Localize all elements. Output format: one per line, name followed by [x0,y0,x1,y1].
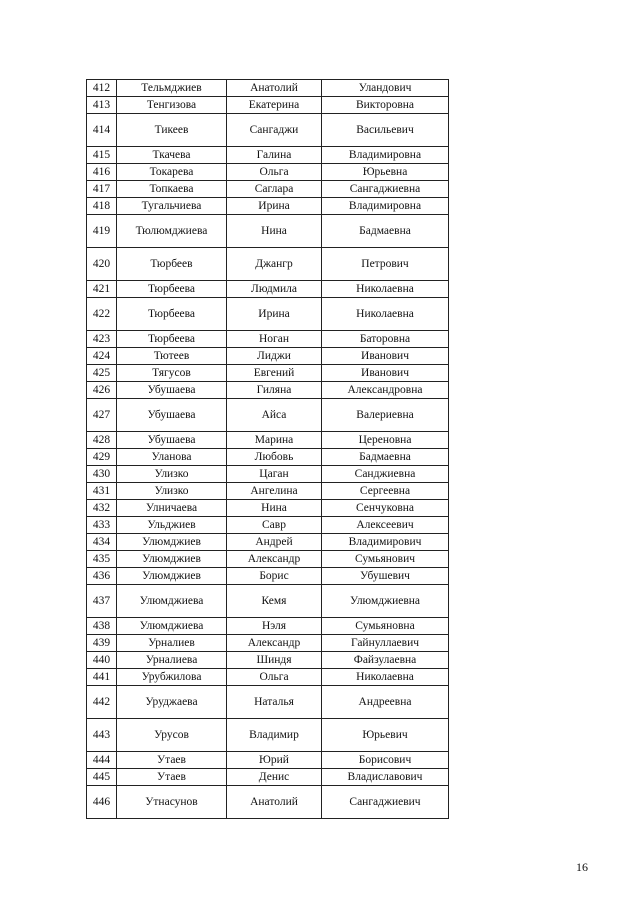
patronymic-cell: Владиславович [322,769,449,786]
row-number-cell: 436 [87,568,117,585]
patronymic-cell: Сумьяновна [322,618,449,635]
first-name-cell: Наталья [227,686,322,719]
row-number-cell: 442 [87,686,117,719]
patronymic-cell: Владимировна [322,198,449,215]
table-row [87,331,449,348]
row-number-cell: 444 [87,752,117,769]
patronymic-cell: Николаевна [322,298,449,331]
row-number-cell: 433 [87,517,117,534]
patronymic-cell: Юрьевна [322,164,449,181]
first-name-cell: Нина [227,215,322,248]
patronymic-cell: Сергеевна [322,483,449,500]
patronymic-cell: Николаевна [322,669,449,686]
table-row [87,399,449,432]
first-name-cell: Нина [227,500,322,517]
first-name-cell: Людмила [227,281,322,298]
table-row [87,568,449,585]
roster-table [86,79,449,819]
row-number-cell: 415 [87,147,117,164]
patronymic-cell: Иванович [322,365,449,382]
last-name-cell: Улизко [117,483,227,500]
last-name-cell: Урналиев [117,635,227,652]
table-row [87,215,449,248]
table-row [87,483,449,500]
patronymic-cell: Сангаджиевич [322,786,449,819]
row-number-cell: 432 [87,500,117,517]
first-name-cell: Савр [227,517,322,534]
last-name-cell: Тютеев [117,348,227,365]
last-name-cell: Утаев [117,769,227,786]
patronymic-cell: Васильевич [322,114,449,147]
row-number-cell: 427 [87,399,117,432]
last-name-cell: Токарева [117,164,227,181]
table-row [87,752,449,769]
patronymic-cell: Файзулаевна [322,652,449,669]
patronymic-cell: Убушевич [322,568,449,585]
last-name-cell: Убушаева [117,432,227,449]
row-number-cell: 421 [87,281,117,298]
last-name-cell: Тугальчиева [117,198,227,215]
first-name-cell: Ольга [227,164,322,181]
patronymic-cell: Цереновна [322,432,449,449]
row-number-cell: 441 [87,669,117,686]
table-row [87,147,449,164]
row-number-cell: 428 [87,432,117,449]
row-number-cell: 422 [87,298,117,331]
table-row [87,432,449,449]
last-name-cell: Урусов [117,719,227,752]
last-name-cell: Тюрбеева [117,281,227,298]
last-name-cell: Тюрбеев [117,248,227,281]
table-row [87,719,449,752]
patronymic-cell: Уландович [322,80,449,97]
last-name-cell: Улничаева [117,500,227,517]
table-row [87,198,449,215]
first-name-cell: Лиджи [227,348,322,365]
last-name-cell: Утаев [117,752,227,769]
first-name-cell: Юрий [227,752,322,769]
first-name-cell: Сангаджи [227,114,322,147]
first-name-cell: Анатолий [227,80,322,97]
row-number-cell: 430 [87,466,117,483]
table-row [87,298,449,331]
row-number-cell: 434 [87,534,117,551]
last-name-cell: Тюрбеева [117,331,227,348]
row-number-cell: 412 [87,80,117,97]
row-number-cell: 438 [87,618,117,635]
table-row [87,348,449,365]
table-row [87,517,449,534]
patronymic-cell: Алексеевич [322,517,449,534]
last-name-cell: Тельмджиев [117,80,227,97]
table-row [87,181,449,198]
row-number-cell: 443 [87,719,117,752]
first-name-cell: Евгений [227,365,322,382]
last-name-cell: Урналиева [117,652,227,669]
last-name-cell: Улюмджиев [117,568,227,585]
page-number: 16 [576,860,588,874]
first-name-cell: Александр [227,635,322,652]
last-name-cell: Уруджаева [117,686,227,719]
row-number-cell: 424 [87,348,117,365]
roster-table-body [87,80,449,819]
table-row [87,669,449,686]
last-name-cell: Улюмджиева [117,618,227,635]
patronymic-cell: Санджиевна [322,466,449,483]
first-name-cell: Кемя [227,585,322,618]
patronymic-cell: Николаевна [322,281,449,298]
patronymic-cell: Сумьянович [322,551,449,568]
table-row [87,585,449,618]
last-name-cell: Ульджиев [117,517,227,534]
patronymic-cell: Улюмджиевна [322,585,449,618]
last-name-cell: Убушаева [117,399,227,432]
last-name-cell: Уланова [117,449,227,466]
last-name-cell: Тенгизова [117,97,227,114]
table-row [87,164,449,181]
row-number-cell: 417 [87,181,117,198]
last-name-cell: Улюмджиев [117,534,227,551]
first-name-cell: Владимир [227,719,322,752]
last-name-cell: Тюрбеева [117,298,227,331]
first-name-cell: Галина [227,147,322,164]
first-name-cell: Ольга [227,669,322,686]
first-name-cell: Саглара [227,181,322,198]
patronymic-cell: Иванович [322,348,449,365]
patronymic-cell: Баторовна [322,331,449,348]
patronymic-cell: Андреевна [322,686,449,719]
first-name-cell: Шиндя [227,652,322,669]
last-name-cell: Улюмджиева [117,585,227,618]
first-name-cell: Марина [227,432,322,449]
patronymic-cell: Гайнуллаевич [322,635,449,652]
table-row [87,618,449,635]
table-row [87,80,449,97]
row-number-cell: 418 [87,198,117,215]
table-row [87,365,449,382]
row-number-cell: 414 [87,114,117,147]
patronymic-cell: Викторовна [322,97,449,114]
last-name-cell: Убушаева [117,382,227,399]
patronymic-cell: Владимировна [322,147,449,164]
row-number-cell: 413 [87,97,117,114]
first-name-cell: Анатолий [227,786,322,819]
first-name-cell: Гиляна [227,382,322,399]
first-name-cell: Нэля [227,618,322,635]
row-number-cell: 437 [87,585,117,618]
table-row [87,114,449,147]
first-name-cell: Цаган [227,466,322,483]
patronymic-cell: Бадмаевна [322,449,449,466]
table-row [87,534,449,551]
row-number-cell: 439 [87,635,117,652]
table-row [87,281,449,298]
first-name-cell: Ноган [227,331,322,348]
last-name-cell: Тягусов [117,365,227,382]
first-name-cell: Джангр [227,248,322,281]
patronymic-cell: Сенчуковна [322,500,449,517]
last-name-cell: Утнасунов [117,786,227,819]
first-name-cell: Андрей [227,534,322,551]
table-row [87,248,449,281]
row-number-cell: 446 [87,786,117,819]
table-row [87,786,449,819]
patronymic-cell: Сангаджиевна [322,181,449,198]
first-name-cell: Ирина [227,198,322,215]
patronymic-cell: Валериевна [322,399,449,432]
row-number-cell: 429 [87,449,117,466]
first-name-cell: Ирина [227,298,322,331]
row-number-cell: 420 [87,248,117,281]
patronymic-cell: Борисович [322,752,449,769]
first-name-cell: Александр [227,551,322,568]
row-number-cell: 419 [87,215,117,248]
patronymic-cell: Александровна [322,382,449,399]
last-name-cell: Урубжилова [117,669,227,686]
first-name-cell: Денис [227,769,322,786]
patronymic-cell: Юрьевич [322,719,449,752]
first-name-cell: Ангелина [227,483,322,500]
table-row [87,635,449,652]
table-row [87,551,449,568]
last-name-cell: Ткачева [117,147,227,164]
table-row [87,449,449,466]
first-name-cell: Любовь [227,449,322,466]
table-row [87,466,449,483]
table-row [87,652,449,669]
last-name-cell: Улюмджиев [117,551,227,568]
last-name-cell: Тикеев [117,114,227,147]
first-name-cell: Айса [227,399,322,432]
patronymic-cell: Петрович [322,248,449,281]
first-name-cell: Екатерина [227,97,322,114]
patronymic-cell: Владимирович [322,534,449,551]
row-number-cell: 440 [87,652,117,669]
row-number-cell: 425 [87,365,117,382]
patronymic-cell: Бадмаевна [322,215,449,248]
table-row [87,382,449,399]
row-number-cell: 431 [87,483,117,500]
last-name-cell: Улизко [117,466,227,483]
row-number-cell: 445 [87,769,117,786]
table-row [87,769,449,786]
table-row [87,97,449,114]
row-number-cell: 435 [87,551,117,568]
row-number-cell: 416 [87,164,117,181]
row-number-cell: 426 [87,382,117,399]
last-name-cell: Топкаева [117,181,227,198]
table-row [87,686,449,719]
last-name-cell: Тюлюмджиева [117,215,227,248]
first-name-cell: Борис [227,568,322,585]
table-row [87,500,449,517]
row-number-cell: 423 [87,331,117,348]
